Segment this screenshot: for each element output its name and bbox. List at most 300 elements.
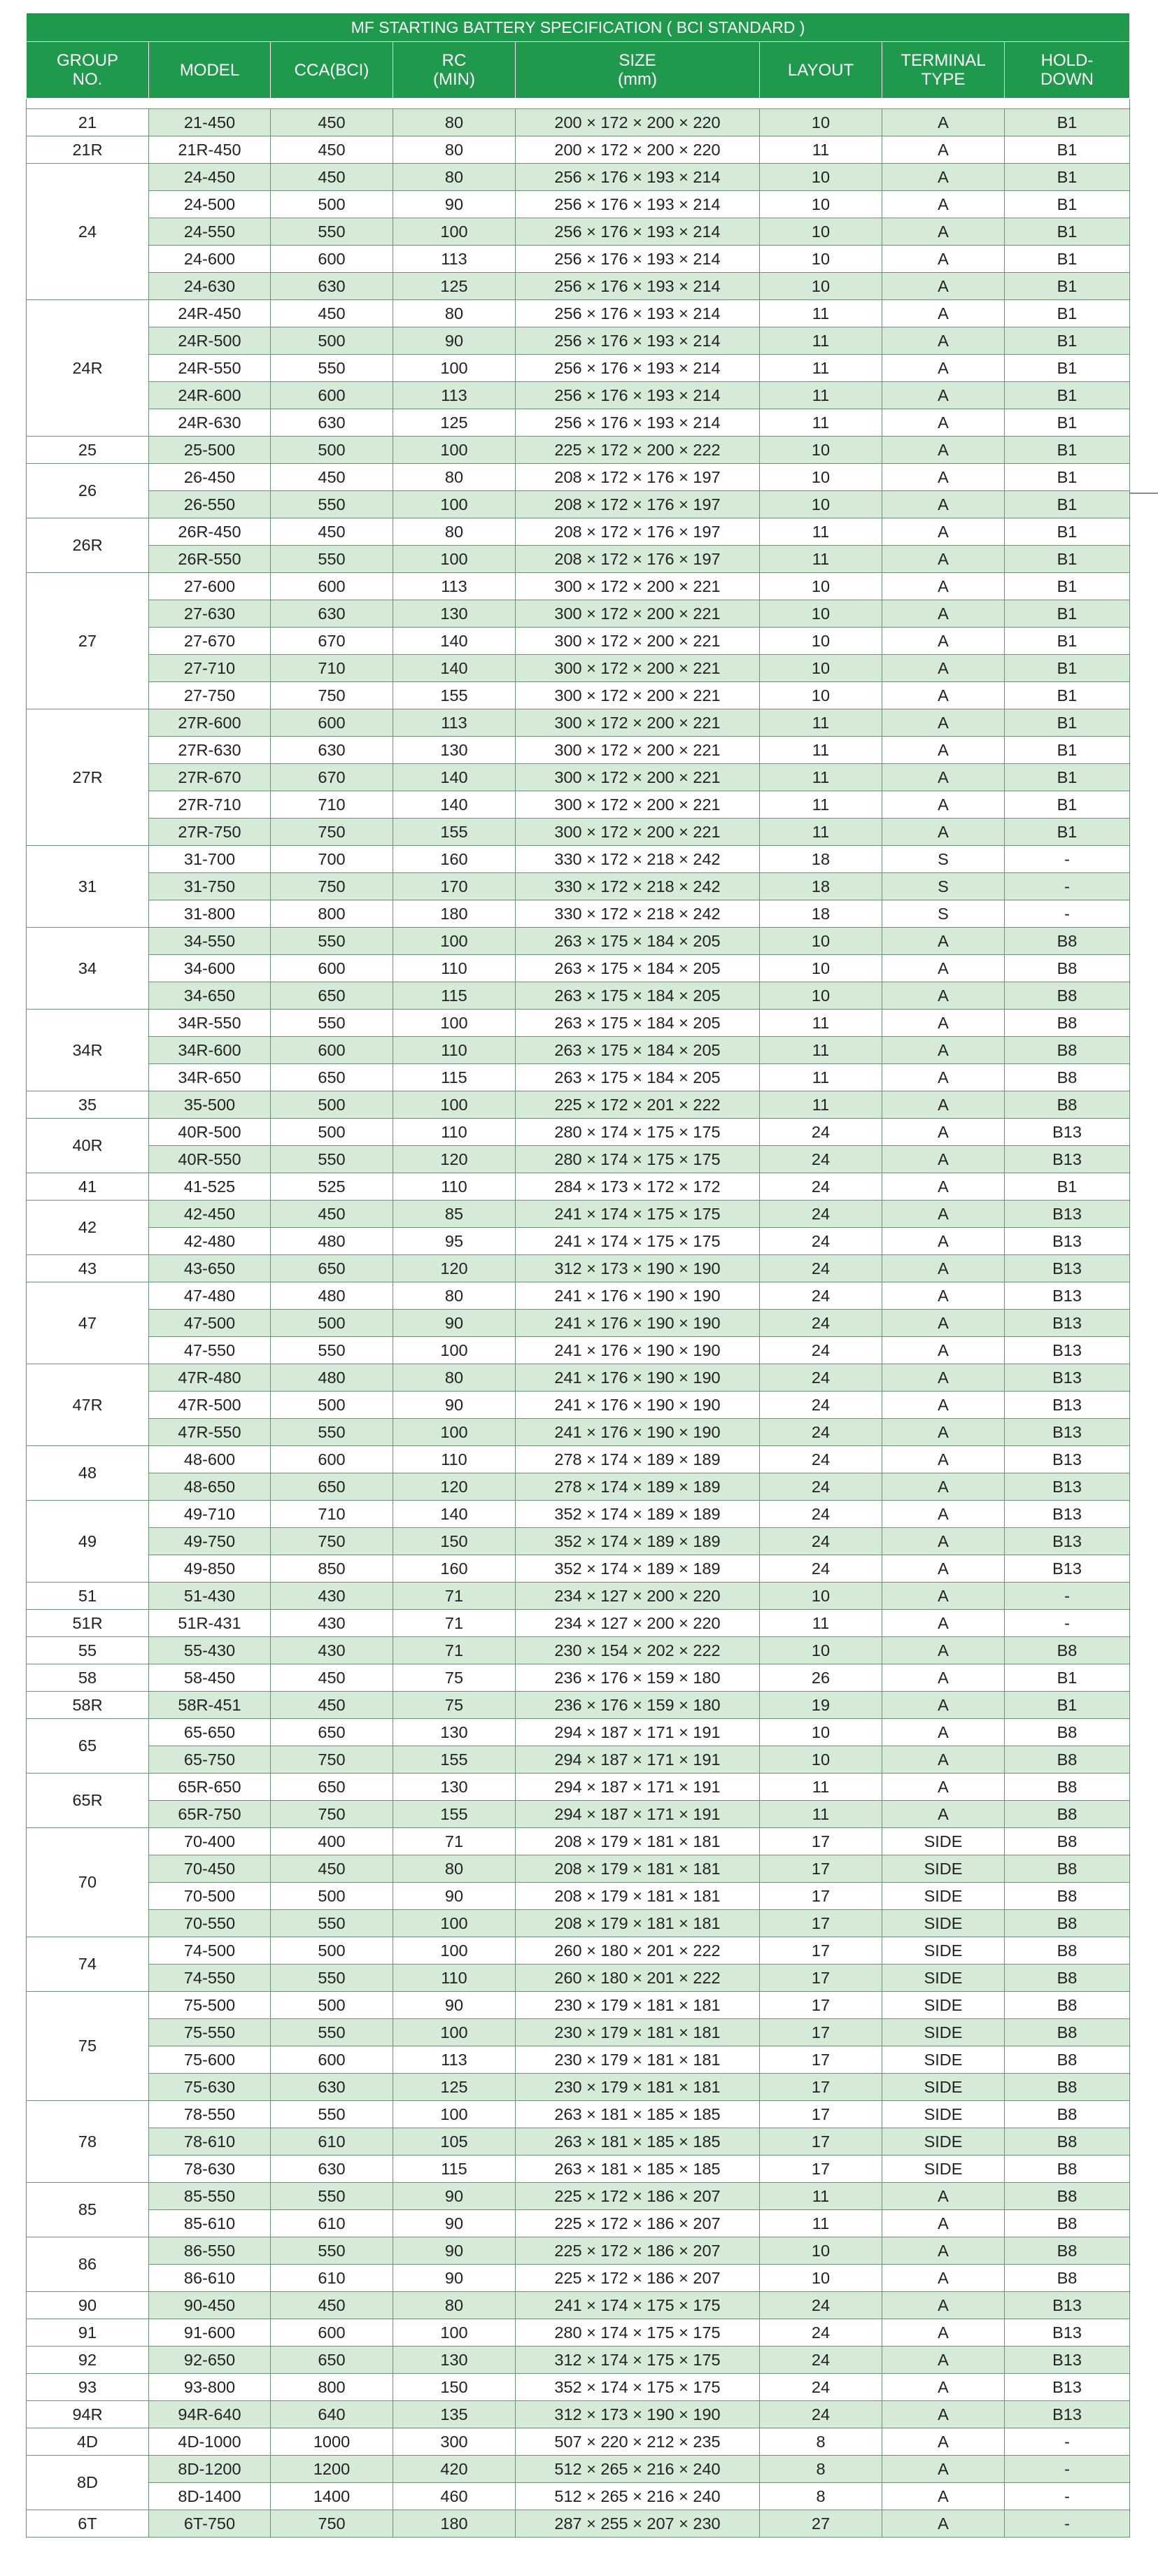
cca-cell: 550 [271,546,393,573]
cca-cell: 630 [271,737,393,764]
cca-cell: 600 [271,246,393,273]
hold-down-cell: - [1005,2510,1130,2538]
cca-cell: 650 [271,1719,393,1746]
cca-cell: 525 [271,1173,393,1201]
model-cell: 55-430 [149,1637,271,1664]
model-cell: 41-525 [149,1173,271,1201]
cca-cell: 630 [271,273,393,300]
terminal-type-cell: A [882,1310,1005,1337]
table-row [27,1446,1130,1473]
table-row [27,600,1130,628]
cca-cell: 610 [271,2210,393,2237]
terminal-type-cell: A [882,191,1005,218]
model-cell: 27-710 [149,655,271,682]
terminal-type-cell: A [882,1255,1005,1282]
model-cell: 24-630 [149,273,271,300]
terminal-type-cell: A [882,355,1005,382]
table-row [27,1965,1130,1992]
model-cell: 47-500 [149,1310,271,1337]
model-cell: 24R-500 [149,327,271,355]
table-row [27,2237,1130,2265]
terminal-type-cell: A [882,1037,1005,1064]
layout-cell: 24 [760,1473,882,1501]
table-row [27,2046,1130,2074]
model-cell: 74-550 [149,1965,271,1992]
hold-down-cell: B8 [1005,1010,1130,1037]
table-row [27,518,1130,546]
size-cell: 263 × 175 × 184 × 205 [516,955,760,982]
model-cell: 75-600 [149,2046,271,2074]
table-row [27,1555,1130,1583]
header-size-line: SIZE [619,51,656,70]
table-row [27,409,1130,437]
model-cell: 26-450 [149,464,271,491]
table-row [27,900,1130,928]
size-cell: 230 × 179 × 181 × 181 [516,2046,760,2074]
rc-cell: 90 [393,2265,516,2292]
cca-cell: 550 [271,1419,393,1446]
cca-cell: 710 [271,1501,393,1528]
layout-cell: 11 [760,1064,882,1091]
size-cell: 300 × 172 × 200 × 221 [516,819,760,846]
terminal-type-cell: A [882,1774,1005,1801]
group-no-cell: 26R [27,518,149,573]
hold-down-cell: B13 [1005,2401,1130,2428]
layout-cell: 11 [760,737,882,764]
model-cell: 27-670 [149,628,271,655]
model-cell: 94R-640 [149,2401,271,2428]
model-cell: 4D-1000 [149,2428,271,2456]
layout-cell: 11 [760,1610,882,1637]
hold-down-cell: B1 [1005,437,1130,464]
header-cca [271,42,393,99]
model-cell: 65-750 [149,1746,271,1774]
table-row [27,191,1130,218]
terminal-type-cell: A [882,2456,1005,2483]
group-no-cell: 75 [27,1992,149,2101]
header-terminal-type-line: TYPE [921,70,966,89]
size-cell: 256 × 176 × 193 × 214 [516,327,760,355]
layout-cell: 10 [760,1746,882,1774]
cca-cell: 500 [271,191,393,218]
rc-cell: 110 [393,1173,516,1201]
cca-cell: 600 [271,709,393,737]
model-cell: 34-550 [149,928,271,955]
table-row [27,1419,1130,1446]
hold-down-cell: B13 [1005,1555,1130,1583]
cca-cell: 600 [271,573,393,600]
cca-cell: 750 [271,819,393,846]
hold-down-cell: B8 [1005,1801,1130,1828]
hold-down-cell: B8 [1005,2046,1130,2074]
rc-cell: 130 [393,737,516,764]
model-cell: 27R-600 [149,709,271,737]
model-cell: 70-550 [149,1910,271,1937]
terminal-type-cell: A [882,1692,1005,1719]
cca-cell: 500 [271,1091,393,1119]
group-no-cell: 27R [27,709,149,846]
hold-down-cell: B8 [1005,2101,1130,2128]
hold-down-cell: - [1005,2428,1130,2456]
terminal-type-cell: A [882,1064,1005,1091]
table-row [27,2210,1130,2237]
size-cell: 263 × 181 × 185 × 185 [516,2156,760,2183]
model-cell: 35-500 [149,1091,271,1119]
table-row [27,819,1130,846]
terminal-type-cell: SIDE [882,2128,1005,2156]
terminal-type-cell: A [882,273,1005,300]
header-terminal-type [882,42,1005,99]
cca-cell: 750 [271,1801,393,1828]
terminal-type-cell: A [882,136,1005,164]
terminal-type-cell: A [882,1364,1005,1392]
layout-cell: 10 [760,928,882,955]
terminal-type-cell: SIDE [882,1828,1005,1855]
hold-down-cell: B8 [1005,955,1130,982]
hold-down-cell: B1 [1005,109,1130,136]
group-no-cell: 21R [27,136,149,164]
rc-cell: 125 [393,409,516,437]
cca-cell: 450 [271,1692,393,1719]
group-no-cell: 21 [27,109,149,136]
size-cell: 256 × 176 × 193 × 214 [516,246,760,273]
spacer-row [27,99,1130,109]
table-row [27,1364,1130,1392]
table-row [27,1692,1130,1719]
hold-down-cell: B8 [1005,2156,1130,2183]
rc-cell: 100 [393,1419,516,1446]
hold-down-cell: B1 [1005,191,1130,218]
group-no-cell: 48 [27,1446,149,1501]
cca-cell: 550 [271,1965,393,1992]
rc-cell: 90 [393,327,516,355]
model-cell: 24R-600 [149,382,271,409]
model-cell: 27-750 [149,682,271,709]
hold-down-cell: B8 [1005,1910,1130,1937]
hold-down-cell: B1 [1005,628,1130,655]
terminal-type-cell: A [882,464,1005,491]
layout-cell: 11 [760,819,882,846]
rc-cell: 90 [393,1392,516,1419]
model-cell: 70-450 [149,1855,271,1883]
layout-cell: 10 [760,600,882,628]
model-cell: 93-800 [149,2374,271,2401]
terminal-type-cell: A [882,2210,1005,2237]
rc-cell: 100 [393,1091,516,1119]
size-cell: 330 × 172 × 218 × 242 [516,873,760,900]
terminal-type-cell: A [882,955,1005,982]
rc-cell: 180 [393,900,516,928]
size-cell: 256 × 176 × 193 × 214 [516,191,760,218]
cca-cell: 600 [271,2046,393,2074]
size-cell: 512 × 265 × 216 × 240 [516,2483,760,2510]
layout-cell: 11 [760,300,882,327]
cca-cell: 500 [271,1310,393,1337]
group-no-cell: 58 [27,1664,149,1692]
hold-down-cell: B1 [1005,1664,1130,1692]
cca-cell: 550 [271,491,393,518]
terminal-type-cell: SIDE [882,2156,1005,2183]
rc-cell: 140 [393,791,516,819]
hold-down-cell: B13 [1005,1473,1130,1501]
terminal-type-cell: S [882,873,1005,900]
model-cell: 58-450 [149,1664,271,1692]
hold-down-cell: B8 [1005,1774,1130,1801]
table-row [27,1201,1130,1228]
rc-cell: 90 [393,1310,516,1337]
hold-down-cell: B13 [1005,1364,1130,1392]
table-row [27,1583,1130,1610]
cca-cell: 550 [271,2019,393,2046]
layout-cell: 24 [760,1392,882,1419]
hold-down-cell: B1 [1005,819,1130,846]
size-cell: 200 × 172 × 200 × 220 [516,109,760,136]
rc-cell: 100 [393,355,516,382]
size-cell: 280 × 174 × 175 × 175 [516,1119,760,1146]
table-row [27,709,1130,737]
size-cell: 263 × 175 × 184 × 205 [516,1064,760,1091]
hold-down-cell: B1 [1005,600,1130,628]
terminal-type-cell: A [882,409,1005,437]
size-cell: 300 × 172 × 200 × 221 [516,737,760,764]
header-row [27,42,1130,99]
table-row [27,1937,1130,1965]
cca-cell: 650 [271,1473,393,1501]
table-row [27,355,1130,382]
rc-cell: 80 [393,1364,516,1392]
hold-down-cell: B1 [1005,273,1130,300]
terminal-type-cell: A [882,628,1005,655]
size-cell: 260 × 180 × 201 × 222 [516,1965,760,1992]
table-row [27,2074,1130,2101]
table-row [27,1146,1130,1173]
model-cell: 47R-550 [149,1419,271,1446]
table-row [27,2456,1130,2483]
model-cell: 51R-431 [149,1610,271,1637]
terminal-type-cell: A [882,1228,1005,1255]
size-cell: 208 × 179 × 181 × 181 [516,1910,760,1937]
cca-cell: 550 [271,928,393,955]
terminal-type-cell: A [882,1282,1005,1310]
size-cell: 241 × 176 × 190 × 190 [516,1337,760,1364]
layout-cell: 10 [760,1719,882,1746]
cca-cell: 600 [271,382,393,409]
layout-cell: 17 [760,1910,882,1937]
spacer-cell [27,99,1130,109]
cca-cell: 600 [271,955,393,982]
title-row [27,13,1130,42]
hold-down-cell: B13 [1005,1282,1130,1310]
hold-down-cell: B8 [1005,1746,1130,1774]
terminal-type-cell: A [882,1637,1005,1664]
size-cell: 507 × 220 × 212 × 235 [516,2428,760,2456]
rc-cell: 420 [393,2456,516,2483]
layout-cell: 24 [760,1228,882,1255]
terminal-type-cell: A [882,764,1005,791]
layout-cell: 26 [760,1664,882,1692]
size-cell: 512 × 265 × 216 × 240 [516,2456,760,2483]
rc-cell: 113 [393,382,516,409]
layout-cell: 10 [760,164,882,191]
cca-cell: 670 [271,764,393,791]
size-cell: 300 × 172 × 200 × 221 [516,628,760,655]
cca-cell: 650 [271,1255,393,1282]
hold-down-cell: B8 [1005,1828,1130,1855]
header-size [516,42,760,99]
cca-cell: 710 [271,655,393,682]
hold-down-cell: B8 [1005,1883,1130,1910]
hold-down-cell: B8 [1005,2019,1130,2046]
size-cell: 241 × 174 × 175 × 175 [516,1201,760,1228]
size-cell: 263 × 175 × 184 × 205 [516,1037,760,1064]
terminal-type-cell: SIDE [882,1965,1005,1992]
size-cell: 256 × 176 × 193 × 214 [516,273,760,300]
rc-cell: 140 [393,1501,516,1528]
group-no-cell: 43 [27,1255,149,1282]
terminal-type-cell: A [882,1419,1005,1446]
cca-cell: 600 [271,1446,393,1473]
layout-cell: 17 [760,2101,882,2128]
layout-cell: 10 [760,1637,882,1664]
terminal-type-cell: A [882,246,1005,273]
terminal-type-cell: SIDE [882,2019,1005,2046]
terminal-type-cell: A [882,1501,1005,1528]
hold-down-cell: B1 [1005,1692,1130,1719]
group-no-cell: 51R [27,1610,149,1637]
table-row [27,218,1130,246]
group-no-cell: 24 [27,164,149,300]
rc-cell: 130 [393,600,516,628]
cca-cell: 450 [271,464,393,491]
layout-cell: 24 [760,1446,882,1473]
cca-cell: 650 [271,1064,393,1091]
hold-down-cell: B13 [1005,2347,1130,2374]
layout-cell: 18 [760,873,882,900]
layout-cell: 10 [760,464,882,491]
cca-cell: 550 [271,218,393,246]
layout-cell: 24 [760,1501,882,1528]
model-cell: 85-610 [149,2210,271,2237]
table-row [27,1801,1130,1828]
terminal-type-cell: SIDE [882,2046,1005,2074]
terminal-type-cell: A [882,1010,1005,1037]
cca-cell: 610 [271,2128,393,2156]
rc-cell: 155 [393,819,516,846]
rc-cell: 80 [393,1282,516,1310]
table-row [27,1037,1130,1064]
cca-cell: 550 [271,355,393,382]
model-cell: 24-600 [149,246,271,273]
table-row [27,246,1130,273]
terminal-type-cell: A [882,1173,1005,1201]
group-no-cell: 8D [27,2456,149,2510]
hold-down-cell: B8 [1005,1965,1130,1992]
hold-down-cell: B1 [1005,709,1130,737]
size-cell: 241 × 176 × 190 × 190 [516,1310,760,1337]
rc-cell: 80 [393,300,516,327]
table-row [27,846,1130,873]
model-cell: 78-550 [149,2101,271,2128]
cca-cell: 480 [271,1228,393,1255]
terminal-type-cell: A [882,1146,1005,1173]
cca-cell: 550 [271,1337,393,1364]
rc-cell: 113 [393,2046,516,2074]
layout-cell: 17 [760,1965,882,1992]
size-cell: 208 × 172 × 176 × 197 [516,518,760,546]
cca-cell: 750 [271,2510,393,2538]
size-cell: 225 × 172 × 186 × 207 [516,2210,760,2237]
rc-cell: 120 [393,1255,516,1282]
terminal-type-cell: A [882,2401,1005,2428]
layout-cell: 11 [760,327,882,355]
layout-cell: 24 [760,1255,882,1282]
rc-cell: 125 [393,273,516,300]
table-row [27,2156,1130,2183]
terminal-type-cell: A [882,600,1005,628]
table-row [27,791,1130,819]
terminal-type-cell: S [882,900,1005,928]
model-cell: 34R-550 [149,1010,271,1037]
table-row [27,628,1130,655]
hold-down-cell: B13 [1005,1255,1130,1282]
size-cell: 263 × 175 × 184 × 205 [516,1010,760,1037]
cca-cell: 630 [271,600,393,628]
size-cell: 256 × 176 × 193 × 214 [516,300,760,327]
layout-cell: 11 [760,1037,882,1064]
rc-cell: 95 [393,1228,516,1255]
model-cell: 42-480 [149,1228,271,1255]
hold-down-cell: B8 [1005,2237,1130,2265]
cca-cell: 480 [271,1282,393,1310]
layout-cell: 11 [760,382,882,409]
table-row [27,2483,1130,2510]
spec-sheet [26,13,1129,2538]
size-cell: 208 × 179 × 181 × 181 [516,1883,760,1910]
layout-cell: 24 [760,2319,882,2347]
cca-cell: 800 [271,2374,393,2401]
size-cell: 208 × 172 × 176 × 197 [516,491,760,518]
cca-cell: 650 [271,2347,393,2374]
model-cell: 47R-480 [149,1364,271,1392]
table-row [27,737,1130,764]
hold-down-cell: - [1005,873,1130,900]
terminal-type-cell: A [882,2292,1005,2319]
layout-cell: 27 [760,2510,882,2538]
model-cell: 31-700 [149,846,271,873]
rc-cell: 155 [393,1801,516,1828]
layout-cell: 11 [760,2183,882,2210]
table-row [27,1173,1130,1201]
hold-down-cell: B13 [1005,1146,1130,1173]
model-cell: 26R-450 [149,518,271,546]
size-cell: 256 × 176 × 193 × 214 [516,218,760,246]
rc-cell: 130 [393,2347,516,2374]
terminal-type-cell: A [882,2319,1005,2347]
model-cell: 74-500 [149,1937,271,1965]
hold-down-cell: B1 [1005,1173,1130,1201]
rc-cell: 140 [393,655,516,682]
group-no-cell: 92 [27,2347,149,2374]
table-row [27,1310,1130,1337]
model-cell: 40R-550 [149,1146,271,1173]
hold-down-cell: B13 [1005,1310,1130,1337]
hold-down-cell: B8 [1005,1937,1130,1965]
model-cell: 24R-630 [149,409,271,437]
hold-down-cell: B8 [1005,1064,1130,1091]
layout-cell: 10 [760,955,882,982]
group-no-cell: 24R [27,300,149,437]
table-row [27,273,1130,300]
